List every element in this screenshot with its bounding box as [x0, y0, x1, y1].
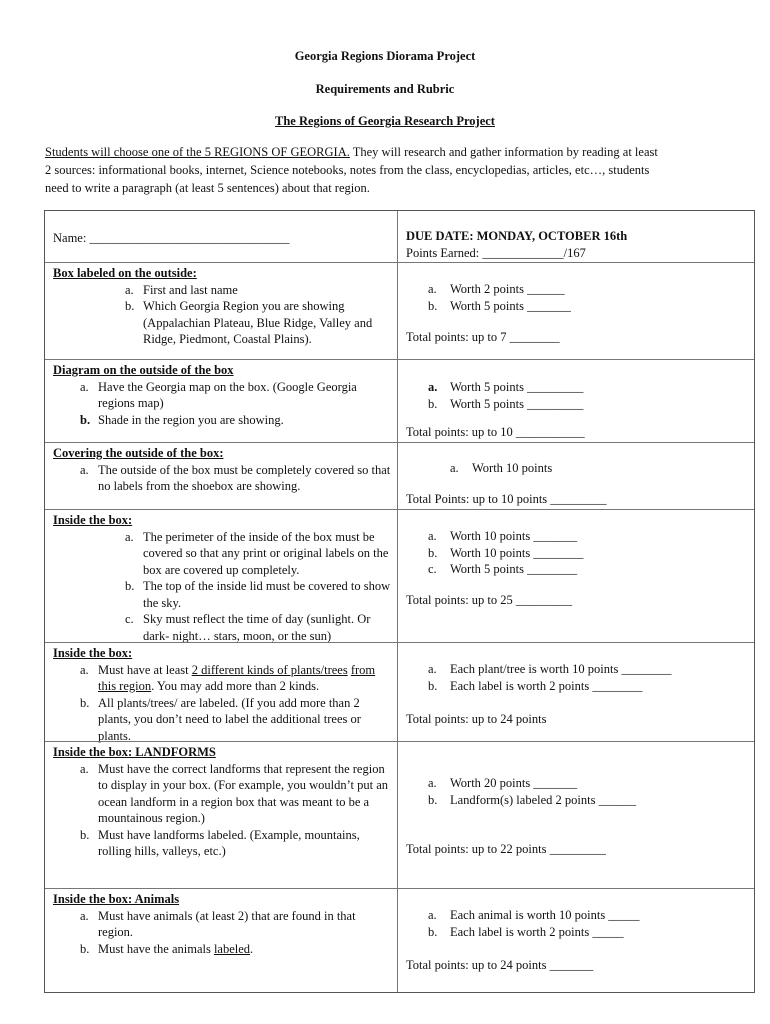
- points-item: a. Worth 20 points _______: [428, 776, 578, 790]
- section-total: Total points: up to 24 points _______: [406, 958, 594, 972]
- list-item: b. Must have landforms labeled. (Example, mountains, rolling hills, valleys, etc.): [80, 827, 360, 858]
- due-date-cell: [398, 211, 754, 262]
- points-item: b. Worth 5 points _________: [428, 396, 584, 411]
- section-header: Diagram on the outside of the box: [53, 363, 234, 377]
- points-item: b. Each label is worth 2 points ________: [428, 678, 643, 693]
- points-item: a. Worth 5 points _________: [428, 380, 584, 394]
- requirements-cell: [45, 263, 398, 359]
- section-total: Total points: up to 22 points _________: [406, 842, 606, 856]
- intro-underlined: Students will choose one of the 5 REGIONS OF GEORGIA.: [45, 145, 350, 159]
- document-subtitle: Requirements and Rubric: [315, 82, 455, 96]
- list-item: b. Shade in the region you are showing.: [80, 412, 284, 427]
- points-cell: [398, 510, 754, 642]
- points-cell: [398, 643, 754, 741]
- section-header: Inside the box:: [53, 646, 133, 660]
- section-total: Total points: up to 7 ________: [406, 330, 560, 344]
- requirements-cell: [45, 889, 398, 992]
- section-header: Inside the box: LANDFORMS: [53, 745, 216, 759]
- rubric-header-row: [45, 211, 754, 262]
- intro-line3: need to write a paragraph (at least 5 sentences) about that region.: [45, 181, 370, 195]
- requirements-cell: [45, 643, 398, 741]
- section-header: Inside the box:: [53, 513, 133, 527]
- points-cell: [398, 443, 754, 509]
- points-item: a. Worth 10 points: [450, 461, 553, 475]
- points-item: b. Each label is worth 2 points _____: [428, 924, 624, 939]
- list-item: a. The perimeter of the inside of the box must be covered so that any print or original labels on the box are covered up completely.: [125, 529, 389, 577]
- points-item: a. Each plant/tree is worth 10 points ________: [428, 662, 672, 676]
- list-item: b. All plants/trees/ are labeled. (If you add more than 2 plants, you don’t need to label the additional trees or plants.: [80, 695, 361, 743]
- list-item: a. The outside of the box must be completely covered so that no labels from the shoebox are showing.: [80, 462, 391, 493]
- rubric-row-inside-sky: [45, 509, 754, 642]
- points-item: b. Landform(s) labeled 2 points ______: [428, 792, 637, 807]
- rubric-row-diagram: [45, 359, 754, 442]
- section-header: Inside the box: Animals: [53, 892, 180, 906]
- points-item: a. Worth 2 points ______: [428, 282, 565, 296]
- requirements-cell: [45, 510, 398, 642]
- name-field[interactable]: Name: ________________________________: [53, 231, 290, 245]
- section-total: Total points: up to 25 _________: [406, 593, 573, 607]
- section-header: Box labeled on the outside:: [53, 266, 197, 280]
- intro-line1-rest: They will research and gather information by reading at least: [349, 145, 658, 159]
- points-cell: [398, 263, 754, 359]
- intro-line2: 2 sources: informational books, internet, Science notebooks, notes from the class, encyclopedias, articles, etc…, students: [45, 163, 650, 177]
- requirements-cell: [45, 443, 398, 509]
- points-item: a. Each animal is worth 10 points _____: [428, 908, 640, 922]
- section-header: Covering the outside of the box:: [53, 446, 224, 460]
- section-total: Total points: up to 24 points: [406, 712, 547, 726]
- rubric-row-plants: [45, 642, 754, 741]
- section-total: Total Points: up to 10 points _________: [406, 492, 607, 506]
- requirements-cell: [45, 360, 398, 442]
- rubric-row-covering: [45, 442, 754, 509]
- points-cell: [398, 742, 754, 888]
- list-item: a. Must have at least 2 different kinds of plants/trees from this region. You may add more than 2 kinds.: [80, 662, 376, 693]
- points-earned[interactable]: Points Earned: _____________/167: [406, 245, 586, 260]
- list-item: a. First and last name: [125, 282, 238, 297]
- rubric-row-landforms: [45, 741, 754, 888]
- list-item: b. Which Georgia Region you are showing (Appalachian Plateau, Blue Ridge, Valley and Ridge, Piedmont, Coastal Plains).: [125, 299, 373, 346]
- section-total: Total points: up to 10 ___________: [406, 425, 585, 439]
- list-item: a. Must have animals (at least 2) that are found in that region.: [80, 908, 356, 939]
- requirements-cell: [45, 742, 398, 888]
- list-item: a. Must have the correct landforms that represent the region to display in your box. (For example, you wouldn’t put an ocean landform in a region box that was meant to be a mountainous region.): [80, 761, 389, 825]
- document-title: Georgia Regions Diorama Project: [294, 49, 476, 63]
- points-cell: [398, 360, 754, 442]
- points-item: c. Worth 5 points ________: [428, 562, 578, 576]
- project-heading: The Regions of Georgia Research Project: [275, 114, 495, 128]
- points-item: b. Worth 5 points _______: [428, 298, 571, 313]
- list-item: b. Must have the animals labeled.: [80, 941, 254, 956]
- list-item: b. The top of the inside lid must be covered to show the sky.: [125, 579, 391, 610]
- points-item: b. Worth 10 points ________: [428, 545, 584, 560]
- points-item: a. Worth 10 points _______: [428, 529, 578, 543]
- name-cell: [45, 211, 398, 262]
- intro-paragraph: [45, 143, 735, 197]
- rubric-row-animals: [45, 888, 754, 992]
- points-cell: [398, 889, 754, 992]
- rubric-table: [44, 210, 755, 993]
- due-date: DUE DATE: MONDAY, OCTOBER 16th: [406, 229, 628, 243]
- rubric-row-box-labeled: [45, 262, 754, 359]
- title-block: [0, 48, 770, 129]
- list-item: c. Sky must reflect the time of day (sunlight. Or dark- night… stars, moon, or the sun): [125, 612, 371, 643]
- list-item: a. Have the Georgia map on the box. (Google Georgia regions map): [80, 379, 357, 410]
